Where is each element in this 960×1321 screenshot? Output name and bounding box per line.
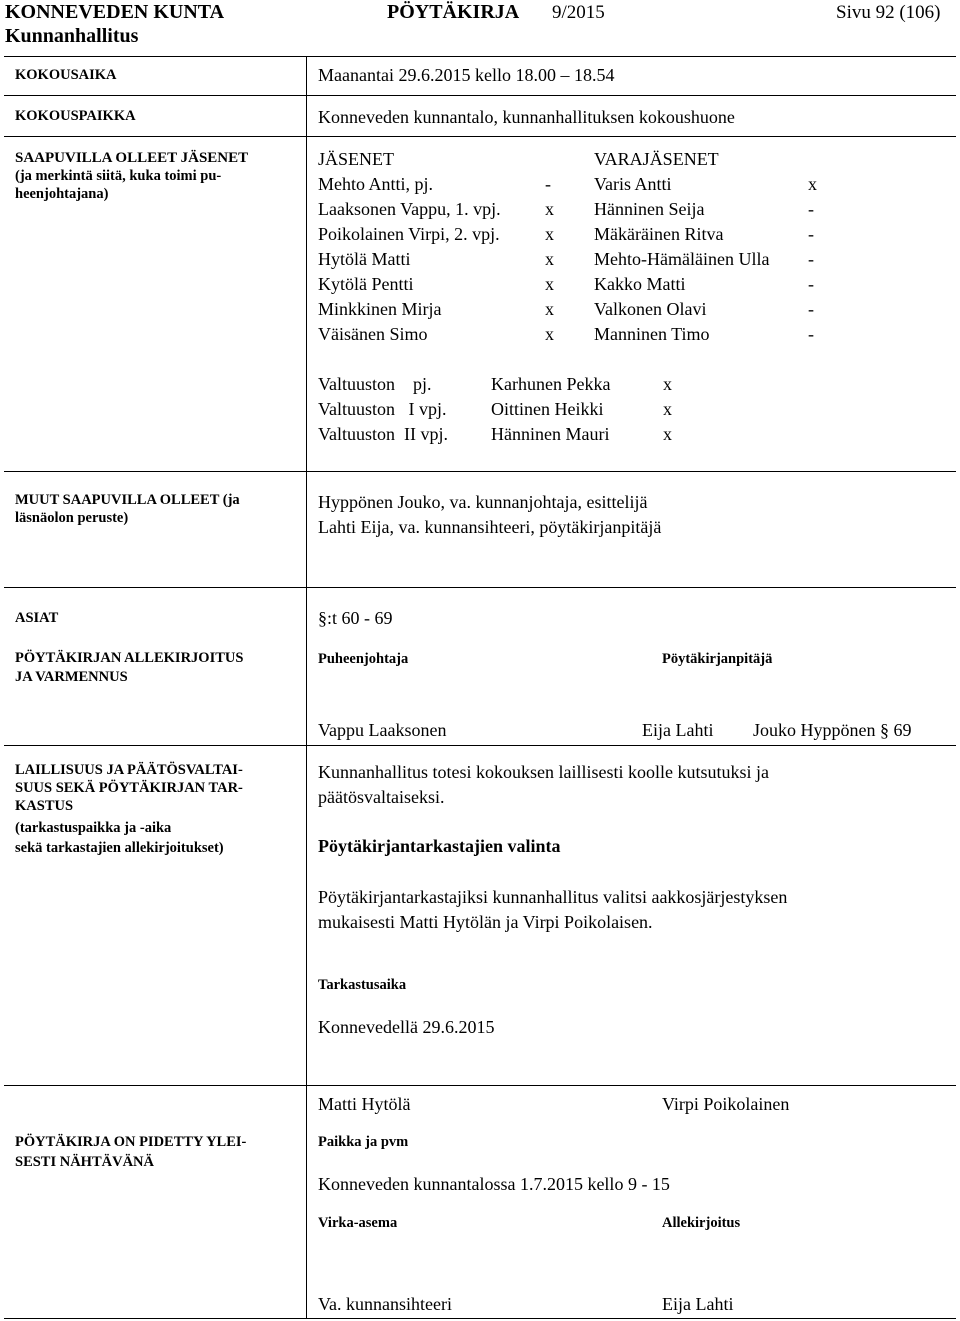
kokouspaikka-label: KOKOUSPAIKKA — [15, 108, 136, 124]
member-mark: x — [545, 199, 554, 219]
member-name: Mehto Antti, pj. — [318, 174, 434, 194]
deputy-name: Valkonen Olavi — [594, 299, 707, 319]
member-mark: x — [545, 324, 554, 344]
legality-label-3: KASTUS — [15, 798, 74, 814]
header-body: Kunnanhallitus — [5, 25, 139, 47]
secretary-label: Pöytäkirjanpitäjä — [662, 651, 773, 667]
legality-label-4: (tarkastuspaikka ja -aika — [15, 820, 172, 836]
deputy-mark: - — [808, 274, 814, 294]
signature-value: Eija Lahti — [662, 1294, 734, 1314]
kokousaika-label: KOKOUSAIKA — [15, 67, 117, 83]
office-value: Va. kunnansihteeri — [318, 1294, 452, 1314]
others-line-1: Hyppönen Jouko, va. kunnanjohtaja, esittelijä — [318, 492, 648, 512]
rule-legality — [4, 1085, 956, 1086]
legality-heading: Pöytäkirjantarkastajien valinta — [318, 836, 561, 856]
legality-choice-1: Pöytäkirjantarkastajiksi kunnanhallitus valitsi aakkosjärjestyksen — [318, 887, 788, 907]
council-mark: x — [663, 374, 672, 394]
deputy-name: Hänninen Seija — [594, 199, 705, 219]
kokousaika-value: Maanantai 29.6.2015 kello 18.00 – 18.54 — [318, 65, 615, 85]
rule-bottom — [4, 1318, 956, 1319]
check-time-label: Tarkastusaika — [318, 977, 407, 993]
rule-signatures — [4, 745, 956, 746]
legality-label-2: SUUS SEKÄ PÖYTÄKIRJAN TAR- — [15, 780, 243, 796]
deputy-name: Kakko Matti — [594, 274, 686, 294]
member-name: Poikolainen Virpi, 2. vpj. — [318, 224, 500, 244]
jouko-name: Jouko Hyppönen § 69 — [753, 720, 912, 740]
rule-attendees — [4, 471, 956, 472]
place-value: Konneveden kunnantalossa 1.7.2015 kello 9 - 15 — [318, 1174, 670, 1194]
others-line-2: Lahti Eija, va. kunnansihteeri, pöytäkirjanpitäjä — [318, 517, 662, 537]
deputies-header: VARAJÄSENET — [594, 149, 719, 169]
member-name: Minkkinen Mirja — [318, 299, 442, 319]
header-org: KONNEVEDEN KUNTA — [5, 1, 225, 23]
attendees-label-2: (ja merkintä siitä, kuka toimi pu- — [15, 168, 222, 184]
signatures-label-1: PÖYTÄKIRJAN ALLEKIRJOITUS — [15, 650, 244, 666]
legality-text-1: Kunnanhallitus totesi kokouksen laillisesti koolle kutsutuksi ja — [318, 762, 769, 782]
council-mark: x — [663, 424, 672, 444]
header-number: 9/2015 — [552, 2, 605, 23]
member-name: Kytölä Pentti — [318, 274, 414, 294]
deputy-mark: x — [808, 174, 817, 194]
place-label: Paikka ja pvm — [318, 1134, 409, 1150]
others-label-2: läsnäolon peruste) — [15, 510, 129, 526]
attendees-label-3: heenjohtajana) — [15, 186, 109, 202]
rule-kokousaika — [4, 95, 956, 96]
checker-1: Matti Hytölä — [318, 1094, 411, 1114]
display-label-1: PÖYTÄKIRJA ON PIDETTY YLEI- — [15, 1134, 247, 1150]
check-place-date: Konnevedellä 29.6.2015 — [318, 1017, 495, 1037]
member-name: Väisänen Simo — [318, 324, 428, 344]
signatures-label-2: JA VARMENNUS — [15, 669, 128, 685]
chair-label: Puheenjohtaja — [318, 651, 409, 667]
checker-2: Virpi Poikolainen — [662, 1094, 790, 1114]
member-name: Hytölä Matti — [318, 249, 411, 269]
deputy-mark: - — [808, 199, 814, 219]
deputy-mark: - — [808, 249, 814, 269]
rule-kokouspaikka — [4, 136, 956, 137]
member-mark: x — [545, 274, 554, 294]
member-mark: x — [545, 249, 554, 269]
asiat-value: §:t 60 - 69 — [318, 608, 393, 628]
member-mark: x — [545, 224, 554, 244]
chair-name: Vappu Laaksonen — [318, 720, 447, 740]
column-divider — [306, 57, 307, 1319]
deputy-name: Varis Antti — [594, 174, 672, 194]
others-label-1: MUUT SAAPUVILLA OLLEET (ja — [15, 492, 240, 508]
council-role: Valtuuston pj. — [318, 374, 432, 394]
deputy-name: Mäkäräinen Ritva — [594, 224, 724, 244]
asiat-label: ASIAT — [15, 610, 59, 626]
members-header: JÄSENET — [318, 149, 394, 169]
deputy-mark: - — [808, 324, 814, 344]
council-name: Oittinen Heikki — [491, 399, 604, 419]
legality-text-2: päätösvaltaiseksi. — [318, 787, 445, 807]
member-mark: - — [545, 174, 551, 194]
deputy-name: Mehto-Hämäläinen Ulla — [594, 249, 770, 269]
council-role: Valtuuston I vpj. — [318, 399, 447, 419]
council-role: Valtuuston II vpj. — [318, 424, 448, 444]
display-label-2: SESTI NÄHTÄVÄNÄ — [15, 1154, 154, 1170]
deputy-name: Manninen Timo — [594, 324, 710, 344]
council-mark: x — [663, 399, 672, 419]
header-page: Sivu 92 (106) — [836, 2, 941, 23]
header-doc-type: PÖYTÄKIRJA — [387, 1, 520, 23]
deputy-mark: - — [808, 224, 814, 244]
member-mark: x — [545, 299, 554, 319]
office-label: Virka-asema — [318, 1215, 398, 1231]
council-name: Hänninen Mauri — [491, 424, 610, 444]
deputy-mark: - — [808, 299, 814, 319]
rule-others — [4, 587, 956, 588]
rule-top — [4, 56, 956, 57]
legality-label-5: sekä tarkastajien allekirjoitukset) — [15, 840, 224, 856]
attendees-label-1: SAAPUVILLA OLLEET JÄSENET — [15, 150, 249, 166]
signature-label: Allekirjoitus — [662, 1215, 741, 1231]
council-name: Karhunen Pekka — [491, 374, 611, 394]
member-name: Laaksonen Vappu, 1. vpj. — [318, 199, 501, 219]
secretary-name: Eija Lahti — [642, 720, 714, 740]
legality-label-1: LAILLISUUS JA PÄÄTÖSVALTAI- — [15, 762, 243, 778]
legality-choice-2: mukaisesti Matti Hytölän ja Virpi Poikolaisen. — [318, 912, 653, 932]
kokouspaikka-value: Konneveden kunnantalo, kunnanhallituksen kokoushuone — [318, 107, 735, 127]
